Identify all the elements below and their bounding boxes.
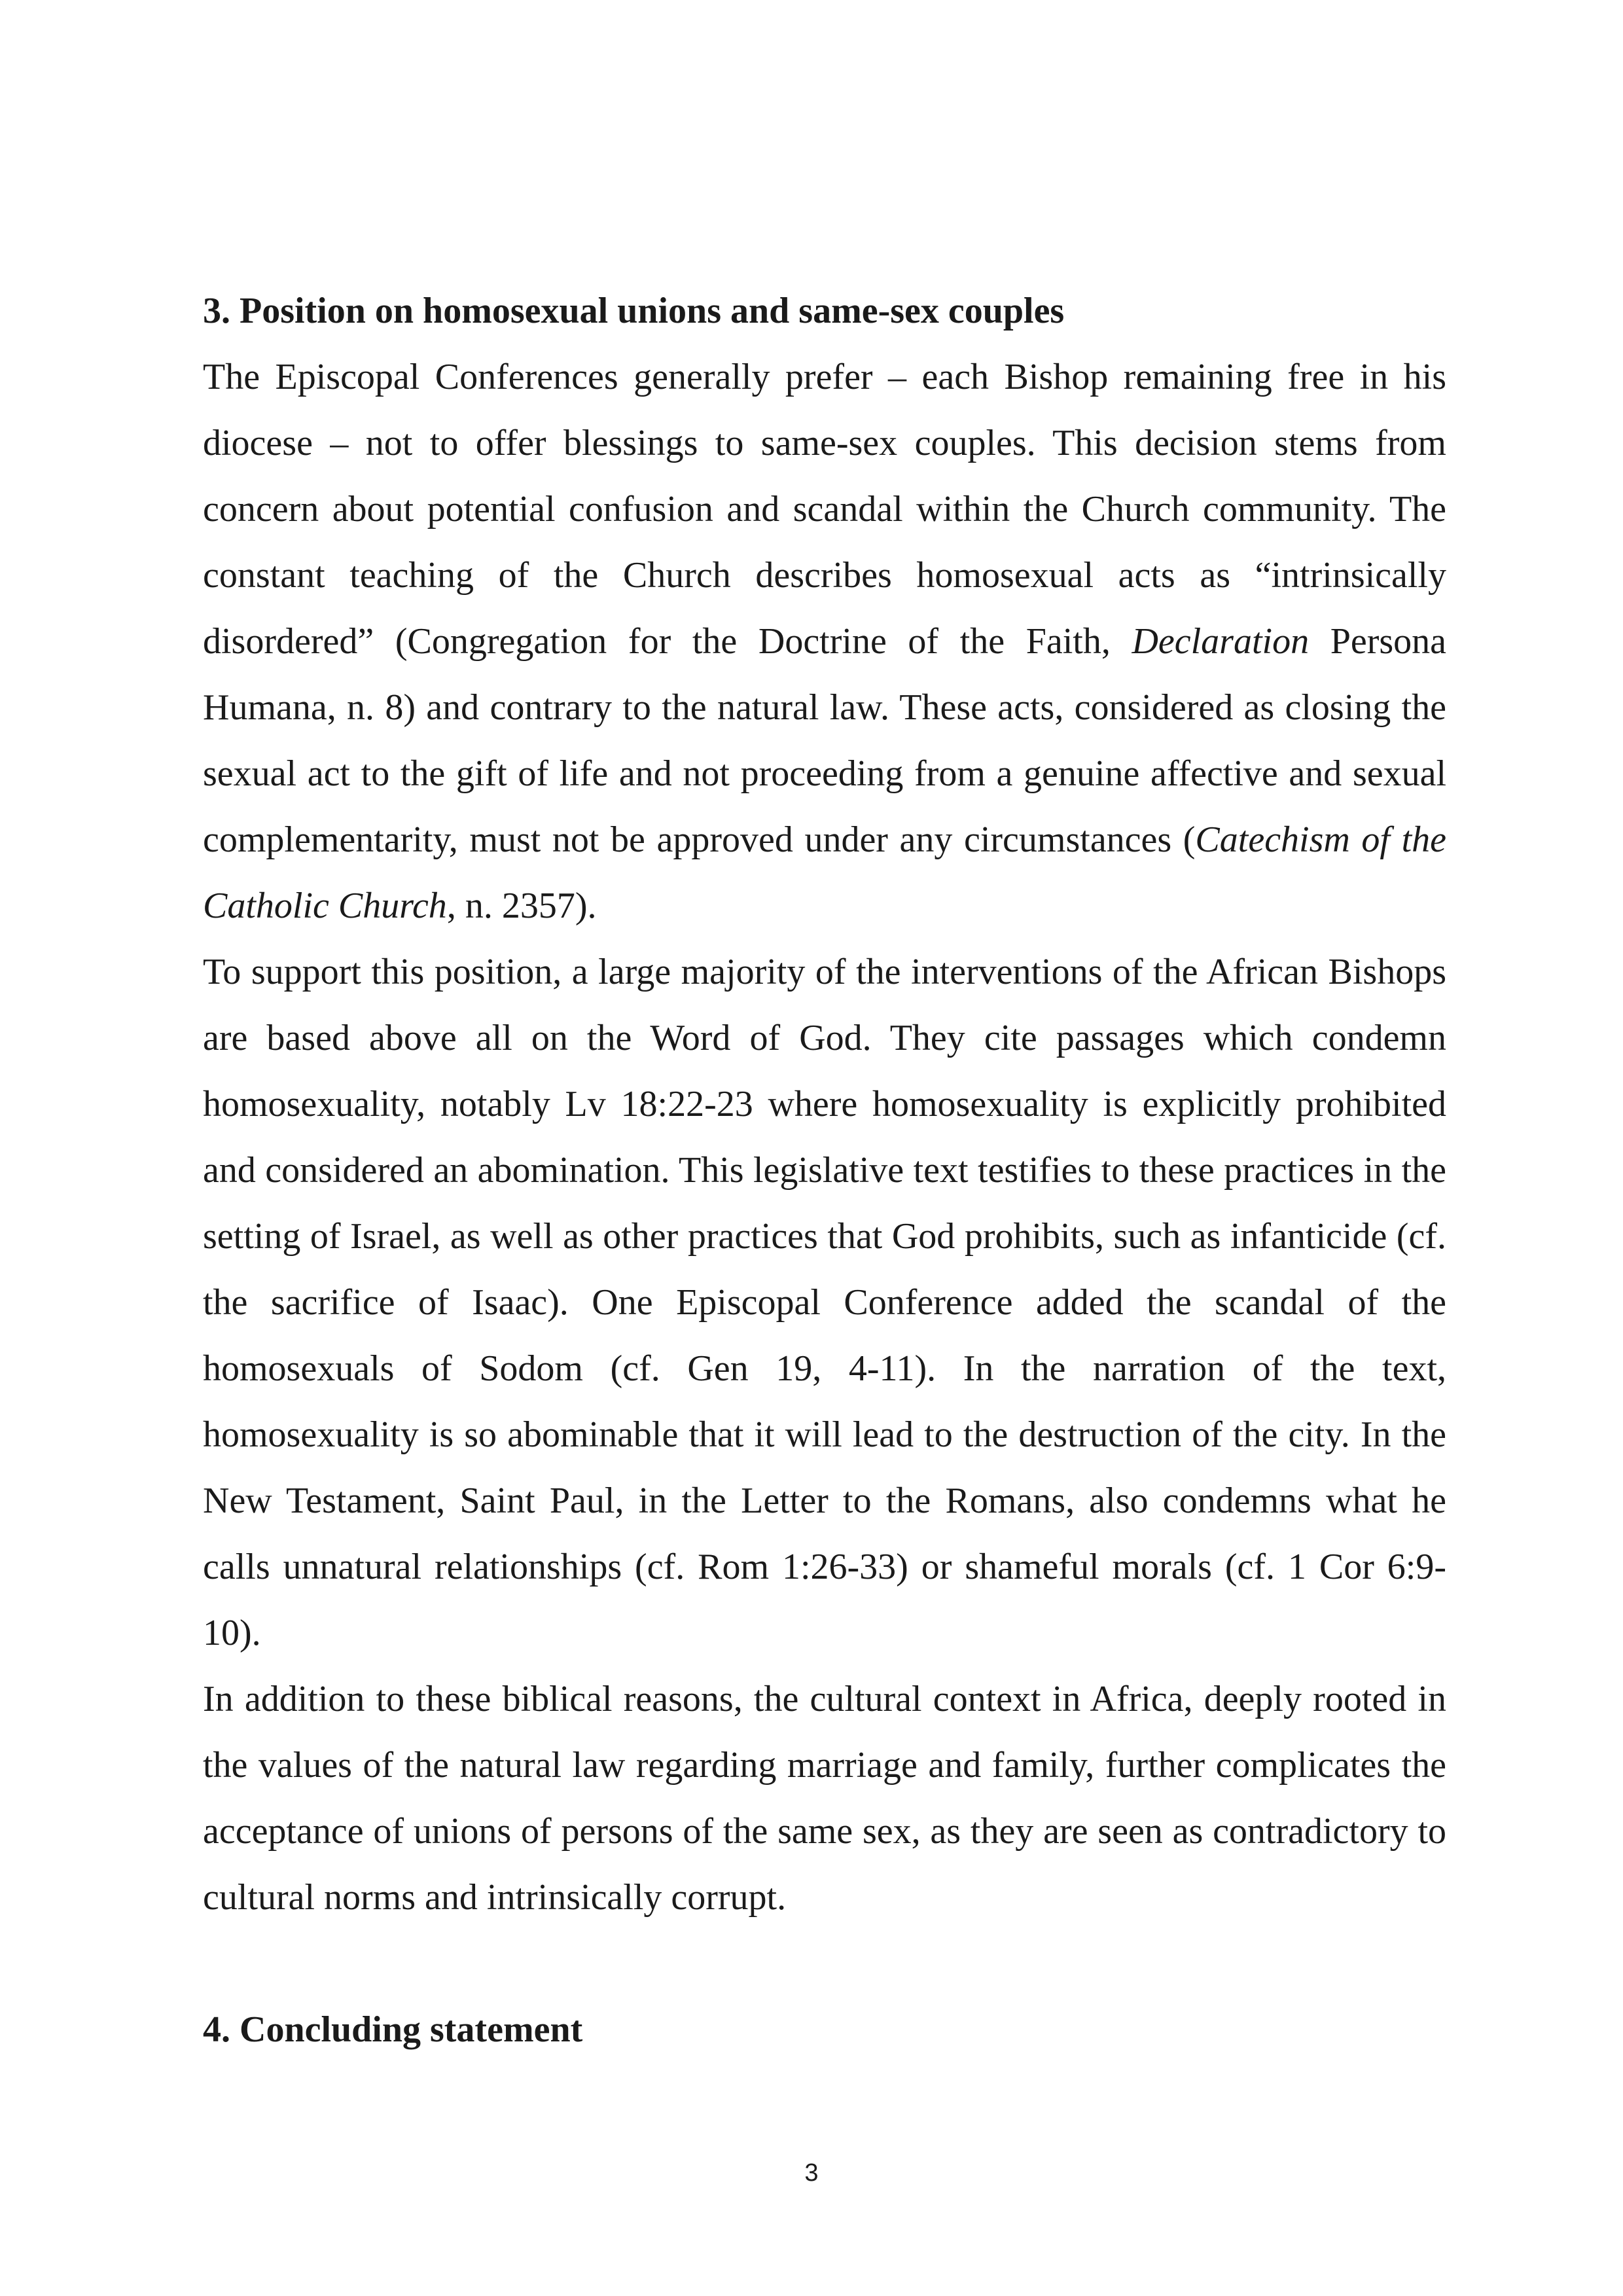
paragraph-1-text-c: , n. 2357). [446, 886, 597, 926]
declaration-italic: Declaration [1132, 621, 1310, 662]
page-number: 3 [804, 2159, 819, 2187]
catechism-italic: Catechism of the Catholic Church [203, 819, 1446, 926]
section-4-heading: 4. Concluding statement [203, 2009, 583, 2050]
section-3-paragraph-3: In addition to these biblical reasons, the cultural context in Africa, deeply rooted in the values of the natural law regarding marriage and family, further complicates the acceptance of unions of persons of the same sex, as they are seen as contradictory to cultural norms and intrinsically corrupt. [203, 1679, 1446, 1918]
paragraph-1-text-b: Persona Humana, n. 8) and contrary to the natural law. These acts, considered as closing the sexual act to the gift of life and not proceeding from a genuine affective and sexual complementarity, must not be approved under any circumstances ( [203, 621, 1447, 860]
section-3-paragraph-2: To support this position, a large majority of the interventions of the African Bishops are based above all on the Word of God. They cite passages which condemn homosexuality, notably Lv 18:22-23 where homosexuality is explicitly prohibited and considered an abomination. This legislative text testifies to these practices in the setting of Israel, as well as other practices that God prohibits, such as infanticide (cf. the sacrifice of Isaac). One Episcopal Conference added the scandal of the homosexuals of Sodom (cf. Gen 19, 4-11). In the narration of the text, homosexuality is so abominable that it will lead to the destruction of the city. In the New Testament, Saint Paul, in the Letter to the Romans, also condemns what he calls unnatural relationships (cf. Rom 1:26-33) or shameful morals (cf. 1 Cor 6:9-10). [203, 952, 1446, 1653]
section-3-paragraph-1 [203, 344, 1446, 939]
paragraph-1-text-a: The Episcopal Conferences generally prefer – each Bishop remaining free in his diocese – not to offer blessings to same-sex couples. This decision stems from concern about potential confusion and scandal within the Church community. The constant teaching of the Church describes homosexual acts as “intrinsically disordered” (Congregation for the Doctrine of the Faith, [203, 357, 1446, 662]
document-body [203, 278, 1446, 2063]
section-3-heading: 3. Position on homosexual unions and same-sex couples [203, 291, 1065, 331]
